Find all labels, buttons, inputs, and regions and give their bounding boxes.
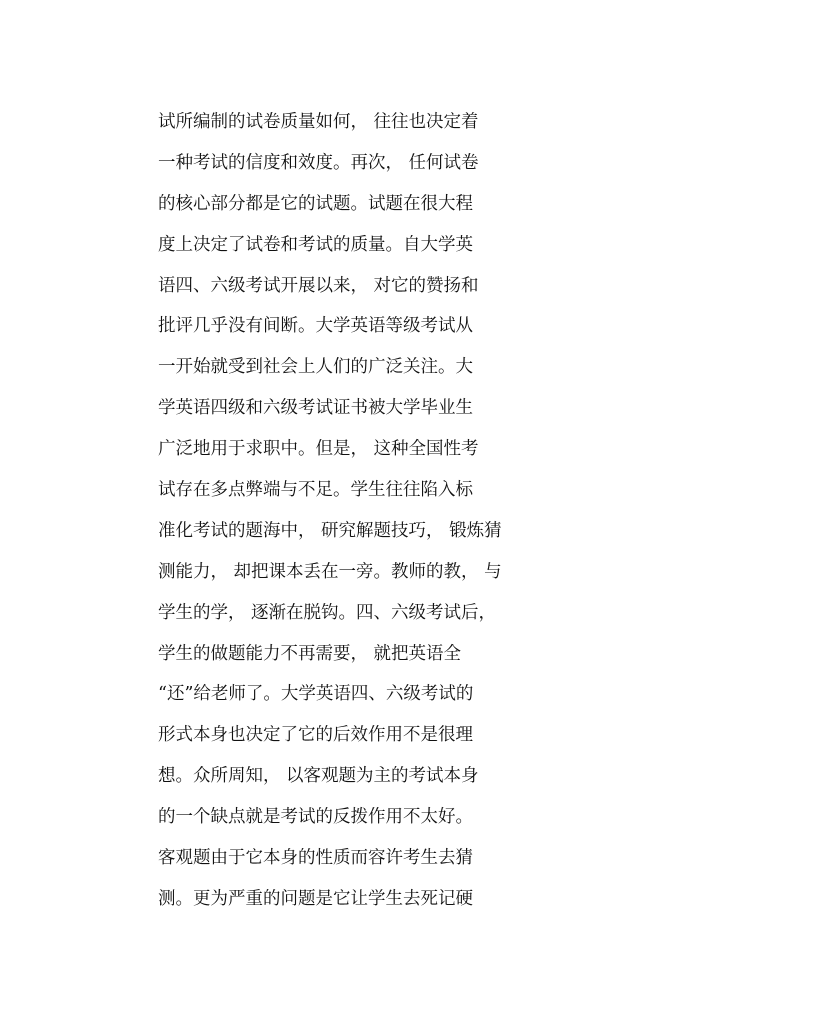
text-line: 广泛地用于求职中。但是， 这种全国性考 [158, 439, 479, 460]
text-line: 学生的学， 逐渐在脱钩。四、六级考试后， [158, 602, 497, 623]
text-line: 客观题由于它本身的性质而容许考生去猜 [158, 848, 473, 869]
text-line: 一开始就受到社会上人们的广泛关注。大 [158, 357, 473, 378]
text-line: 想。众所周知， 以客观题为主的考试本身 [158, 766, 479, 787]
text-line: 试所编制的试卷质量如何， 往往也决定着 [158, 112, 479, 132]
text-line: 的核心部分都是它的试题。试题在很大程 [158, 193, 473, 214]
text-line: 的一个缺点就是考试的反拨作用不太好。 [158, 807, 473, 828]
text-line: “还”给老师了。大学英语四、六级考试的 [158, 684, 474, 705]
text-line: 形式本身也决定了它的后效作用不是很理 [158, 725, 473, 746]
text-line: 批评几乎没有间断。大学英语等级考试从 [158, 316, 473, 337]
text-line: 学英语四级和六级考试证书被大学毕业生 [158, 398, 473, 419]
text-line: 一种考试的信度和效度。再次， 任何试卷 [158, 152, 479, 173]
text-line: 学生的做题能力不再需要， 就把英语全 [158, 643, 462, 664]
text-line: 度上决定了试卷和考试的质量。自大学英 [158, 234, 473, 255]
body-text [158, 102, 538, 920]
text-line: 准化考试的题海中， 研究解题技巧， 锻炼猜 [158, 520, 502, 541]
text-line: 测能力， 却把课本丢在一旁。教师的教， 与 [158, 561, 502, 582]
text-line: 试存在多点弊端与不足。学生往往陷入标 [158, 480, 473, 501]
text-line: 语四、六级考试开展以来， 对它的赞扬和 [158, 275, 479, 296]
text-line: 测。更为严重的问题是它让学生去死记硬 [158, 888, 473, 909]
